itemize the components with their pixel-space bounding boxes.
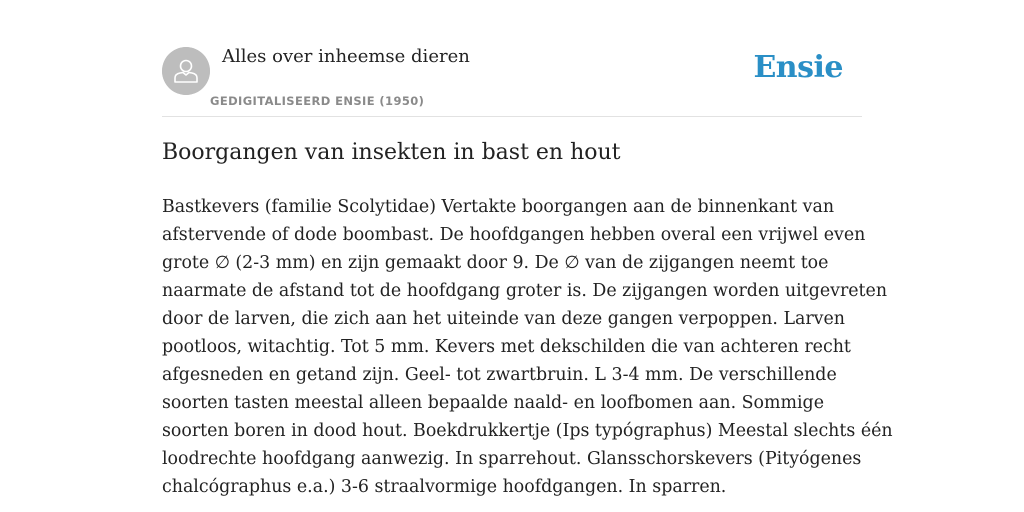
entry-title: Boorgangen van insekten in bast en hout <box>162 140 621 165</box>
body-line: afstervende of dode boombast. De hoofdgangen hebben overal een vrijwel even <box>162 225 866 245</box>
ensie-logo[interactable]: Ensie <box>753 50 843 85</box>
book-title[interactable]: Alles over inheemse dieren <box>222 46 470 67</box>
book-subtitle: GEDIGITALISEERD ENSIE (1950) <box>210 94 425 108</box>
body-line: loodrechte hoofdgang aanwezig. In sparrehout. Glansschorskevers (Pityógenes <box>162 449 862 469</box>
body-line: pootloos, witachtig. Tot 5 mm. Kevers met dekschilden die van achteren recht <box>162 337 851 357</box>
entry-body <box>162 193 893 501</box>
user-icon <box>162 47 210 95</box>
page-container <box>162 0 893 497</box>
body-line: afgesneden en getand zijn. Geel- tot zwartbruin. L 3-4 mm. De verschillende <box>162 365 837 385</box>
body-line: door de larven, die zich aan het uiteinde van deze gangen verpoppen. Larven <box>162 309 845 329</box>
page-header <box>162 0 862 117</box>
body-line: soorten boren in dood hout. Boekdrukkertje (Ips typógraphus) Meestal slechts één <box>162 421 893 441</box>
body-line: chalcógraphus e.a.) 3-6 straalvormige hoofdgangen. In sparren. <box>162 477 727 497</box>
avatar[interactable] <box>162 47 210 95</box>
body-line: soorten tasten meestal alleen bepaalde naald- en loofbomen aan. Sommige <box>162 393 824 413</box>
body-line: naarmate de afstand tot de hoofdgang groter is. De zijgangen worden uitgevreten <box>162 281 888 301</box>
body-line: Bastkevers (familie Scolytidae) Vertakte boorgangen aan de binnenkant van <box>162 197 835 217</box>
body-line: grote ∅ (2-3 mm) en zijn gemaakt door 9. De ∅ van de zijgangen neemt toe <box>162 253 829 273</box>
